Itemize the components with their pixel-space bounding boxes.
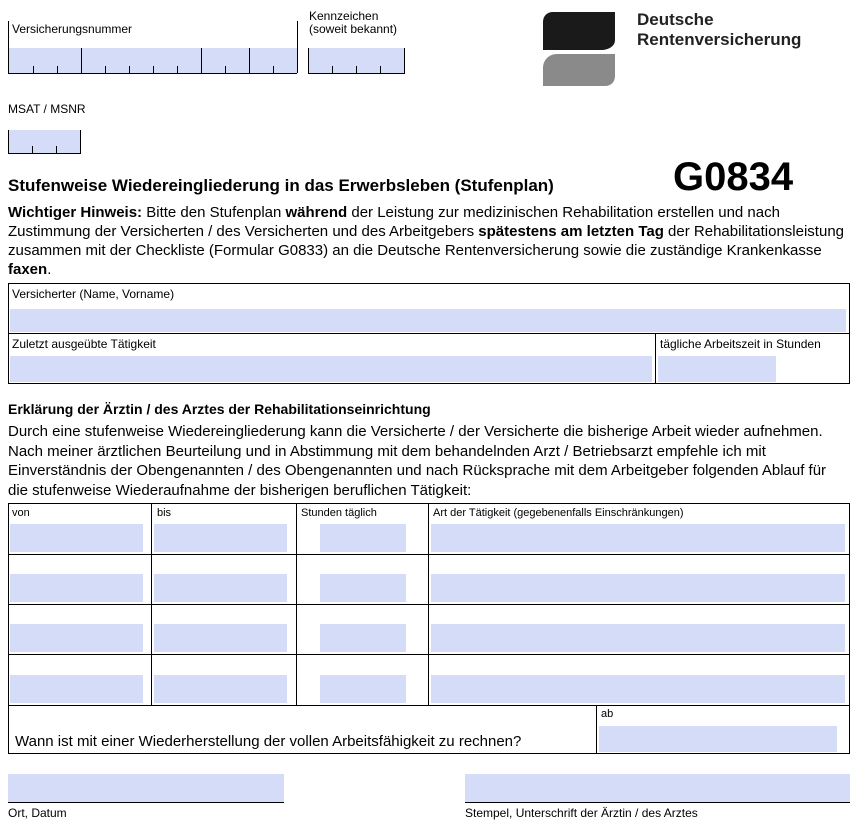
stamp-signature-input[interactable]	[465, 774, 850, 803]
important-notice: Wichtiger Hinweis: Bitte den Stufenplan während der Leistung zur medizinischen Rehabilitation erstellen und nach Zustimmung der Versicherten / des Versicherten und des Arbeitgebers spätestens am letzten Tag der Rehabilitationsleistung zusammen mit der Checkliste (Formular G0833) an die Deutsche Rentenversicherung sowie die zuständige Krankenkasse faxen.	[8, 204, 845, 278]
place-date-label: Ort, Datum	[8, 806, 67, 820]
insurance-number-input[interactable]	[8, 48, 297, 74]
col-hours-header: Stunden täglich	[301, 507, 377, 519]
recovery-question: Wann ist mit einer Wiederherstellung der vollen Arbeitsfähigkeit zu rechnen?	[15, 733, 522, 750]
insured-name-input[interactable]	[10, 309, 846, 332]
col-from-header: von	[12, 507, 30, 519]
recovery-date-input[interactable]	[599, 726, 837, 752]
plate-label: Kennzeichen (soweit bekannt)	[309, 9, 398, 36]
form-title: Stufenweise Wiedereingliederung in das Erwerbsleben (Stufenplan)	[8, 176, 554, 195]
declaration-text: Durch eine stufenweise Wiedereingliederung kann die Versicherte / der Versicherte die bisherige Arbeit wieder aufnehmen. Nach meiner ärztlichen Beurteilung und in Abstimmung mit dem behandelnden Arzt / Betriebsarzt empfehle ich mit Einverständnis der Obengenannten / des Obengenannten und nach Rücksprache mit dem Arbeitgeber folgenden Ablauf für die stufenweise Wiederaufnahme der bisherigen beruflichen Tätigkeit:	[8, 423, 827, 499]
declaration-heading: Erklärung der Ärztin / des Arztes der Rehabilitationseinrichtung	[8, 401, 431, 417]
stamp-signature-label: Stempel, Unterschrift der Ärztin / des Arztes	[465, 806, 698, 820]
logo-text: Deutsche Rentenversicherung	[637, 10, 802, 49]
row4-activity-input[interactable]	[431, 675, 845, 703]
recovery-from-label: ab	[601, 708, 614, 720]
row1-hours-input[interactable]	[320, 524, 406, 552]
row2-hours-input[interactable]	[320, 574, 406, 602]
row3-from-input[interactable]	[10, 624, 143, 652]
col-activity-header: Art der Tätigkeit (gegebenenfalls Einschränkungen)	[433, 507, 684, 519]
row1-activity-input[interactable]	[431, 524, 845, 552]
row4-to-input[interactable]	[154, 675, 287, 703]
row2-to-input[interactable]	[154, 574, 287, 602]
daily-hours-label: tägliche Arbeitszeit in Stunden	[660, 337, 821, 351]
row2-from-input[interactable]	[10, 574, 143, 602]
plate-input[interactable]	[308, 48, 405, 74]
insured-name-label: Versicherter (Name, Vorname)	[12, 287, 175, 301]
row4-hours-input[interactable]	[320, 675, 406, 703]
row1-to-input[interactable]	[154, 524, 287, 552]
drv-logo-icon	[543, 12, 615, 86]
row1-from-input[interactable]	[10, 524, 143, 552]
msat-label: MSAT / MSNR	[8, 102, 86, 116]
row3-to-input[interactable]	[154, 624, 287, 652]
form-code: G0834	[673, 155, 794, 199]
row4-from-input[interactable]	[10, 675, 143, 703]
place-date-input[interactable]	[8, 774, 284, 803]
row2-activity-input[interactable]	[431, 574, 845, 602]
row3-hours-input[interactable]	[320, 624, 406, 652]
msat-input[interactable]	[8, 130, 81, 154]
last-job-input[interactable]	[10, 356, 652, 382]
row3-activity-input[interactable]	[431, 624, 845, 652]
col-to-header: bis	[157, 507, 172, 519]
insurance-number-label: Versicherungsnummer	[12, 22, 133, 36]
daily-hours-input[interactable]	[658, 356, 776, 382]
last-job-label: Zuletzt ausgeübte Tätigkeit	[12, 337, 156, 351]
